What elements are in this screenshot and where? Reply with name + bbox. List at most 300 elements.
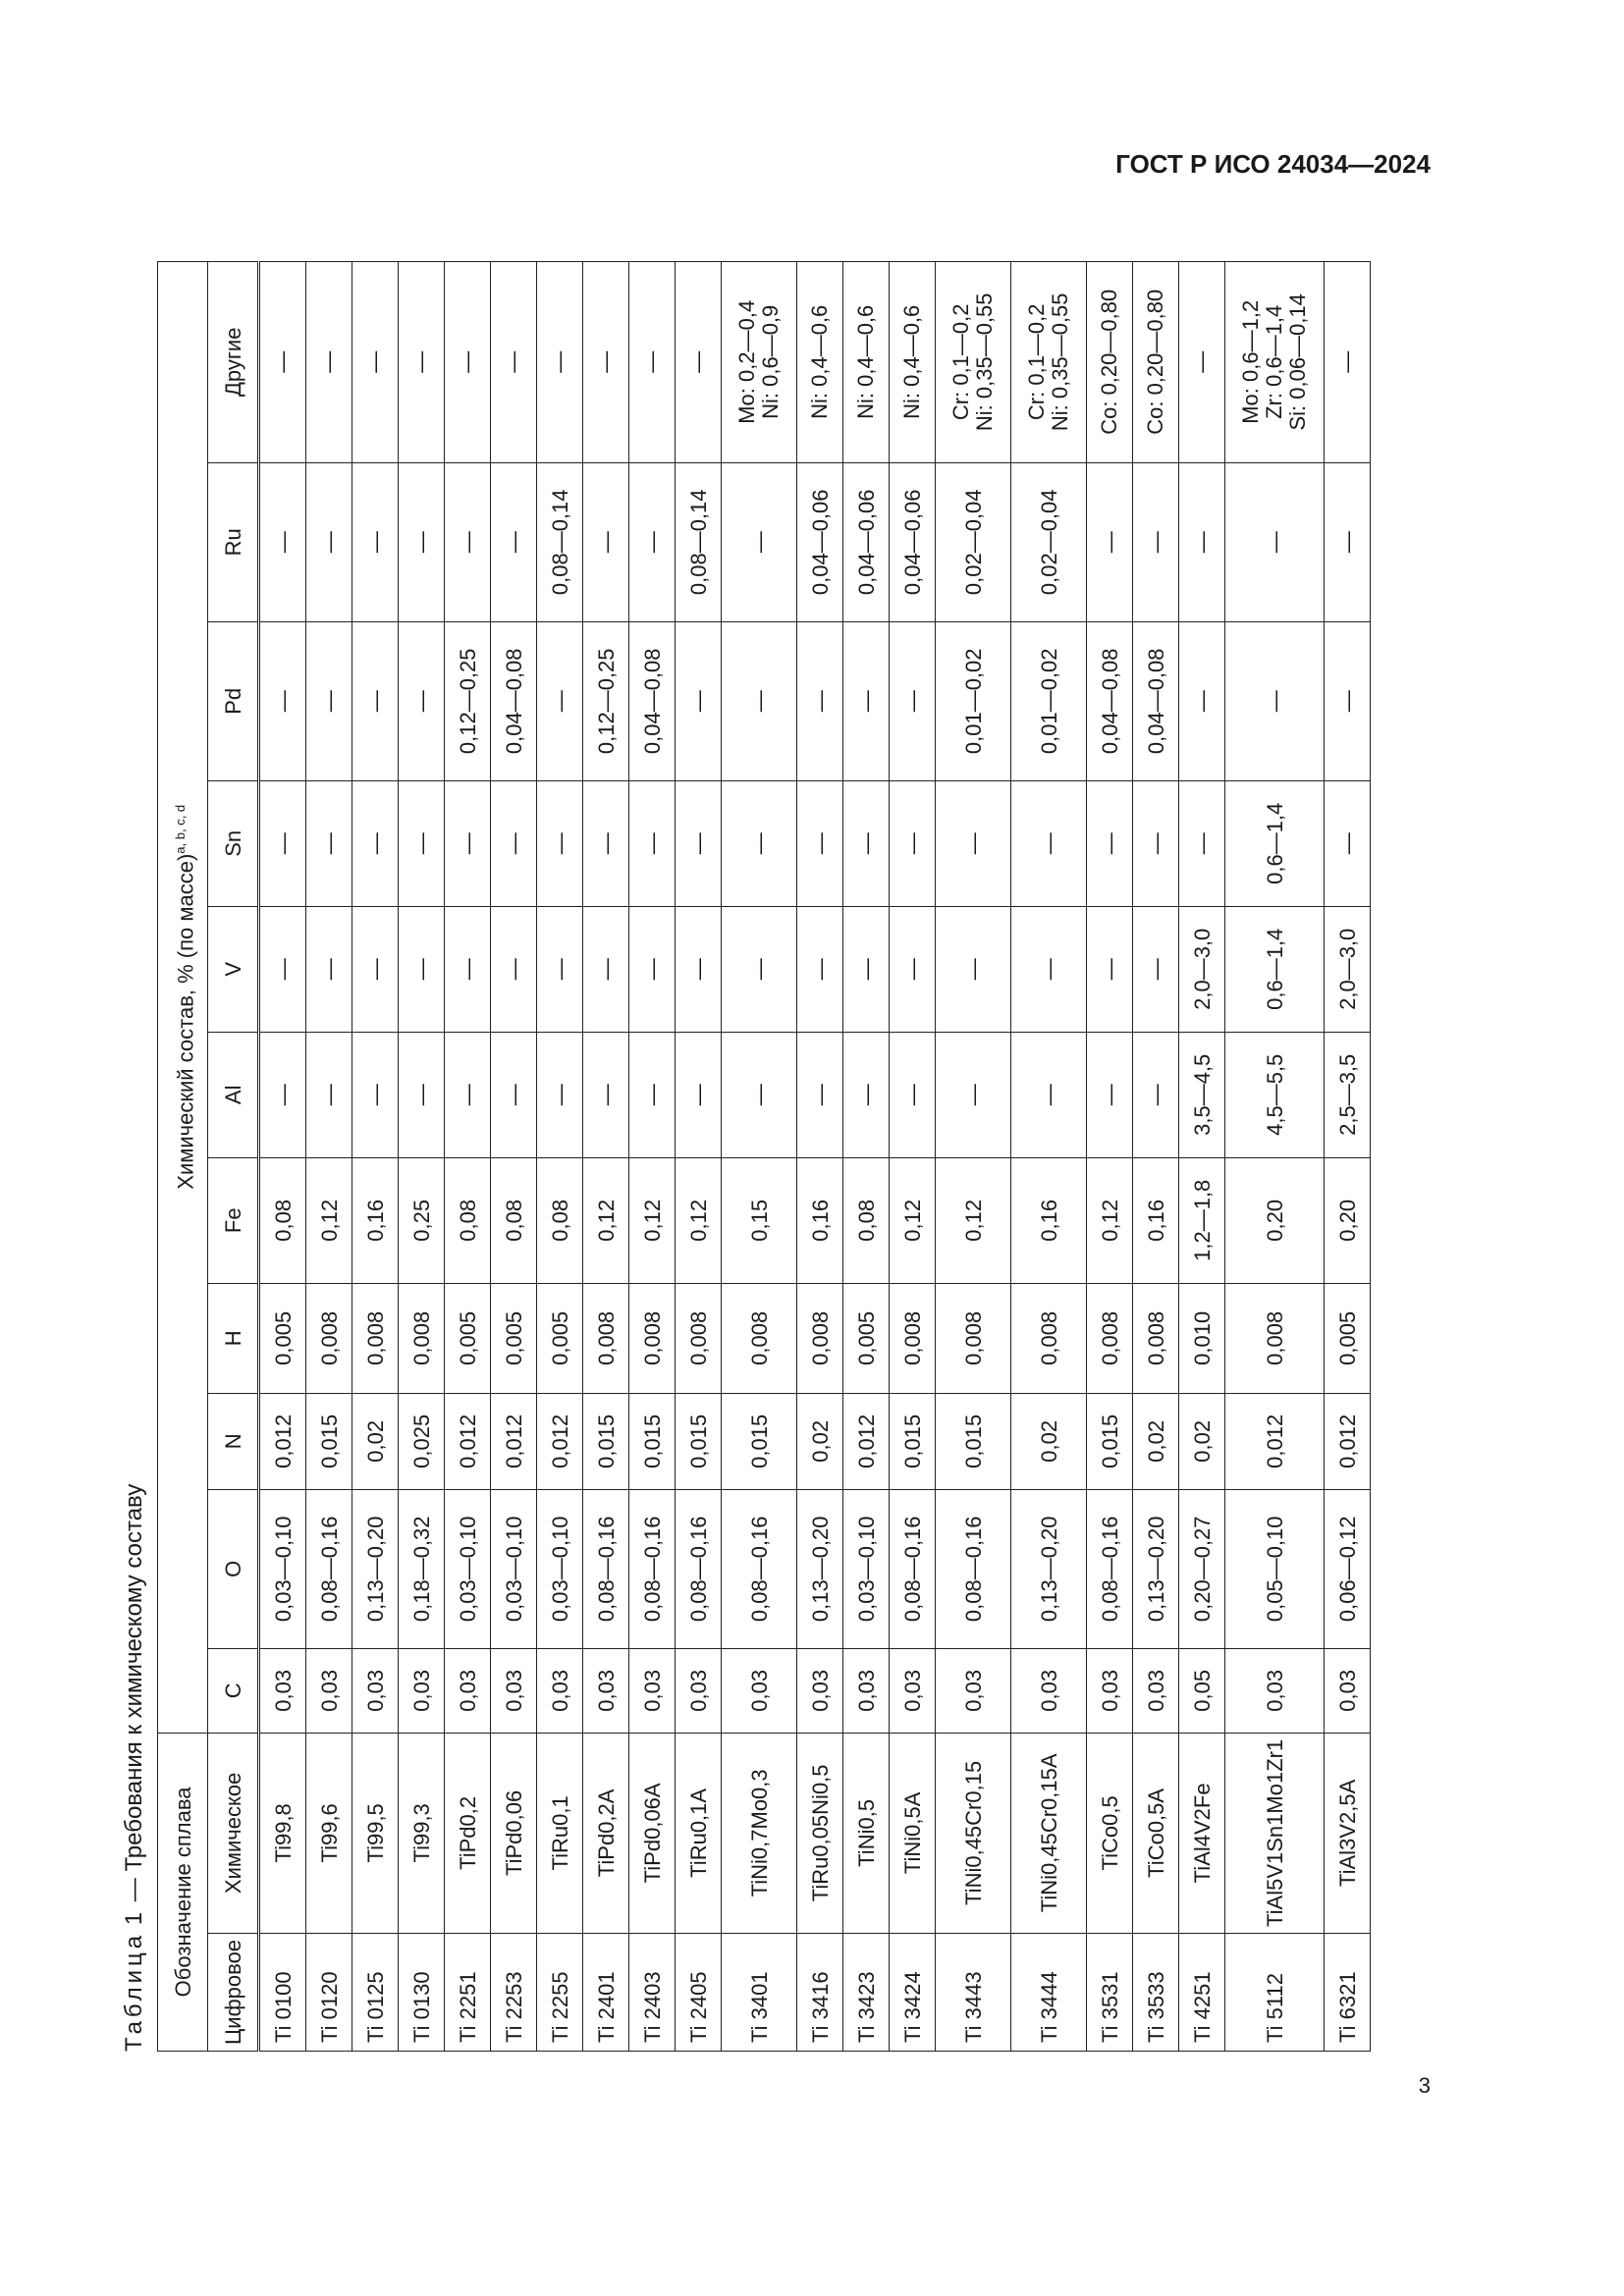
cell-ru: — — [491, 462, 537, 621]
cell-pd: 0,12—0,25 — [445, 621, 491, 780]
cell-n: 0,025 — [399, 1393, 445, 1489]
cell-o: 0,18—0,32 — [399, 1489, 445, 1648]
cell-sn: — — [306, 780, 352, 906]
cell-al: — — [629, 1032, 676, 1157]
cell-other — [936, 261, 1011, 462]
cell-o: 0,13—0,20 — [1011, 1489, 1087, 1648]
cell-c: 0,03 — [259, 1648, 306, 1733]
cell-v: — — [1133, 906, 1179, 1032]
cell-c: 0,03 — [1325, 1648, 1371, 1733]
cell-c: 0,03 — [936, 1648, 1011, 1733]
cell-v: — — [537, 906, 583, 1032]
cell-sn: — — [722, 780, 797, 906]
cell-other — [1179, 261, 1225, 462]
cell-o: 0,03—0,10 — [445, 1489, 491, 1648]
cell-digital-code: Ti 0100 — [259, 1933, 306, 2051]
cell-other — [890, 261, 936, 462]
cell-c: 0,03 — [306, 1648, 352, 1733]
other-elements-line: — — [270, 350, 295, 373]
cell-sn: — — [676, 780, 722, 906]
cell-o: 0,13—0,20 — [797, 1489, 843, 1648]
cell-n: 0,02 — [797, 1393, 843, 1489]
cell-v: — — [843, 906, 890, 1032]
cell-o: 0,08—0,16 — [306, 1489, 352, 1648]
cell-sn: — — [629, 780, 676, 906]
cell-other — [259, 261, 306, 462]
cell-pd: — — [306, 621, 352, 780]
cell-other — [352, 261, 399, 462]
table-row — [629, 261, 676, 2051]
table-row — [797, 261, 843, 2051]
cell-digital-code: Ti 5112 — [1225, 1933, 1325, 2051]
composition-footnote-refs: a, b, c, d — [172, 804, 188, 854]
cell-pd: 0,04—0,08 — [1133, 621, 1179, 780]
cell-fe: 0,20 — [1225, 1157, 1325, 1283]
cell-fe: 0,08 — [445, 1157, 491, 1283]
other-elements-line: — — [362, 350, 387, 373]
cell-o: 0,08—0,16 — [629, 1489, 676, 1648]
cell-sn: — — [890, 780, 936, 906]
cell-sn: — — [1087, 780, 1133, 906]
cell-fe: 0,12 — [583, 1157, 629, 1283]
cell-fe: 0,08 — [491, 1157, 537, 1283]
cell-al: — — [445, 1032, 491, 1157]
cell-pd: — — [843, 621, 890, 780]
cell-other — [445, 261, 491, 462]
cell-digital-code: Ti 0120 — [306, 1933, 352, 2051]
cell-v: — — [491, 906, 537, 1032]
cell-o: 0,03—0,10 — [843, 1489, 890, 1648]
rotated-table-block — [113, 69, 1429, 2052]
cell-chemical-designation: TiNi0,5 — [843, 1733, 890, 1933]
cell-c: 0,03 — [722, 1648, 797, 1733]
cell-o: 0,05—0,10 — [1225, 1489, 1325, 1648]
table-row — [676, 261, 722, 2051]
cell-v: — — [352, 906, 399, 1032]
cell-pd: — — [399, 621, 445, 780]
cell-c: 0,03 — [676, 1648, 722, 1733]
table-caption-title: Требования к химическому составу — [121, 1483, 147, 1872]
cell-n: 0,015 — [306, 1393, 352, 1489]
cell-al: — — [1087, 1032, 1133, 1157]
cell-o: 0,08—0,16 — [890, 1489, 936, 1648]
cell-other — [629, 261, 676, 462]
other-elements-line: Zr: 0,6—1,4 — [1262, 304, 1286, 419]
cell-digital-code: Ti 3423 — [843, 1933, 890, 2051]
cell-n: 0,02 — [1179, 1393, 1225, 1489]
cell-al: — — [797, 1032, 843, 1157]
cell-c: 0,03 — [797, 1648, 843, 1733]
cell-digital-code: Ti 2401 — [583, 1933, 629, 2051]
cell-pd: 0,04—0,08 — [629, 621, 676, 780]
cell-h: 0,008 — [629, 1283, 676, 1393]
cell-o: 0,13—0,20 — [352, 1489, 399, 1648]
cell-c: 0,03 — [352, 1648, 399, 1733]
cell-ru: — — [583, 462, 629, 621]
cell-chemical-designation: TiAl4V2Fe — [1179, 1733, 1225, 1933]
cell-h: 0,005 — [843, 1283, 890, 1393]
cell-fe: 0,20 — [1325, 1157, 1371, 1283]
cell-fe: 0,12 — [676, 1157, 722, 1283]
other-elements-line: — — [685, 350, 710, 373]
cell-o: 0,13—0,20 — [1133, 1489, 1179, 1648]
other-elements-line: Co: 0,20—0,80 — [1143, 289, 1167, 435]
cell-v: 2,0—3,0 — [1179, 906, 1225, 1032]
cell-pd: — — [722, 621, 797, 780]
cell-chemical-designation: TiRu0,1A — [676, 1733, 722, 1933]
cell-chemical-designation: Ti99,6 — [306, 1733, 352, 1933]
cell-sn: 0,6—1,4 — [1225, 780, 1325, 906]
other-elements-line: — — [1334, 350, 1359, 373]
cell-al: 2,5—3,5 — [1325, 1032, 1371, 1157]
cell-n: 0,015 — [1087, 1393, 1133, 1489]
cell-pd: — — [537, 621, 583, 780]
cell-digital-code: Ti 2405 — [676, 1933, 722, 2051]
cell-pd: 0,01—0,02 — [936, 621, 1011, 780]
column-header-v: V — [208, 906, 259, 1032]
cell-al: 4,5—5,5 — [1225, 1032, 1325, 1157]
column-header-digital-code: Цифровое — [208, 1933, 259, 2051]
other-elements-line: Si: 0,06—0,14 — [1285, 294, 1310, 431]
cell-chemical-designation: TiPd0,06A — [629, 1733, 676, 1933]
cell-h: 0,008 — [1087, 1283, 1133, 1393]
cell-al: — — [399, 1032, 445, 1157]
cell-n: 0,012 — [537, 1393, 583, 1489]
cell-other — [797, 261, 843, 462]
cell-other — [537, 261, 583, 462]
other-elements-line: — — [501, 350, 525, 373]
cell-digital-code: Ti 3401 — [722, 1933, 797, 2051]
cell-pd: 0,01—0,02 — [1011, 621, 1087, 780]
cell-other — [1225, 261, 1325, 462]
cell-n: 0,012 — [1225, 1393, 1325, 1489]
cell-ru: — — [1225, 462, 1325, 621]
standard-number: ГОСТ Р ИСО 24034—2024 — [1115, 149, 1431, 179]
cell-h: 0,008 — [583, 1283, 629, 1393]
cell-digital-code: Ti 3533 — [1133, 1933, 1179, 2051]
cell-al: — — [890, 1032, 936, 1157]
column-header-fe: Fe — [208, 1157, 259, 1283]
cell-v: — — [1087, 906, 1133, 1032]
cell-ru: 0,04—0,06 — [843, 462, 890, 621]
cell-chemical-designation: TiRu0,1 — [537, 1733, 583, 1933]
cell-v: 2,0—3,0 — [1325, 906, 1371, 1032]
table-row — [1325, 261, 1371, 2051]
column-header-o: O — [208, 1489, 259, 1648]
cell-ru: — — [399, 462, 445, 621]
column-header-chemical-designation: Химическое — [208, 1733, 259, 1933]
other-elements-line: — — [593, 350, 618, 373]
table-row — [399, 261, 445, 2051]
table-row — [352, 261, 399, 2051]
cell-digital-code: Ti 0125 — [352, 1933, 399, 2051]
cell-sn: — — [936, 780, 1011, 906]
cell-sn: — — [797, 780, 843, 906]
cell-other — [843, 261, 890, 462]
cell-ru: — — [1179, 462, 1225, 621]
cell-ru: 0,04—0,06 — [797, 462, 843, 621]
cell-o: 0,03—0,10 — [537, 1489, 583, 1648]
cell-chemical-designation: TiPd0,2 — [445, 1733, 491, 1933]
column-header-pd: Pd — [208, 621, 259, 780]
cell-digital-code: Ti 2403 — [629, 1933, 676, 2051]
cell-ru: — — [629, 462, 676, 621]
other-elements-line: — — [316, 350, 341, 373]
table-row — [259, 261, 306, 2051]
designation-group-header: Обозначение сплава — [158, 1733, 208, 2051]
cell-pd: — — [797, 621, 843, 780]
cell-o: 0,20—0,27 — [1179, 1489, 1225, 1648]
cell-al: — — [491, 1032, 537, 1157]
cell-sn: — — [1325, 780, 1371, 906]
cell-o: 0,08—0,16 — [722, 1489, 797, 1648]
cell-ru: — — [1087, 462, 1133, 621]
cell-sn: — — [352, 780, 399, 906]
cell-v: — — [583, 906, 629, 1032]
other-elements-line: — — [547, 350, 571, 373]
cell-other — [306, 261, 352, 462]
table-caption-number: 1 — [121, 1907, 147, 1926]
cell-fe: 0,16 — [352, 1157, 399, 1283]
cell-v: — — [936, 906, 1011, 1032]
cell-h: 0,008 — [890, 1283, 936, 1393]
cell-pd: — — [1225, 621, 1325, 780]
other-elements-line: Ni: 0,4—0,6 — [807, 304, 832, 419]
cell-n: 0,012 — [1325, 1393, 1371, 1489]
cell-pd: 0,12—0,25 — [583, 621, 629, 780]
table-caption-label: Таблица — [121, 1931, 147, 2052]
cell-other — [1087, 261, 1133, 462]
cell-c: 0,03 — [629, 1648, 676, 1733]
cell-other — [1133, 261, 1179, 462]
cell-c: 0,03 — [1087, 1648, 1133, 1733]
cell-digital-code: Ti 3443 — [936, 1933, 1011, 2051]
other-elements-line: — — [639, 350, 664, 373]
cell-chemical-designation: TiNi0,5A — [890, 1733, 936, 1933]
cell-al: — — [843, 1032, 890, 1157]
cell-h: 0,005 — [259, 1283, 306, 1393]
cell-v: — — [306, 906, 352, 1032]
column-header-n: N — [208, 1393, 259, 1489]
cell-digital-code: Ti 3416 — [797, 1933, 843, 2051]
cell-fe: 0,12 — [890, 1157, 936, 1283]
cell-h: 0,008 — [676, 1283, 722, 1393]
cell-c: 0,03 — [1133, 1648, 1179, 1733]
cell-sn: — — [399, 780, 445, 906]
cell-n: 0,015 — [722, 1393, 797, 1489]
table-row — [1087, 261, 1133, 2051]
cell-pd: 0,04—0,08 — [1087, 621, 1133, 780]
cell-c: 0,03 — [399, 1648, 445, 1733]
cell-other — [491, 261, 537, 462]
cell-n: 0,015 — [890, 1393, 936, 1489]
cell-n: 0,02 — [352, 1393, 399, 1489]
table-row — [583, 261, 629, 2051]
cell-chemical-designation: TiNi0,7Mo0,3 — [722, 1733, 797, 1933]
cell-chemical-designation: TiPd0,2A — [583, 1733, 629, 1933]
cell-al: — — [259, 1032, 306, 1157]
cell-n: 0,015 — [676, 1393, 722, 1489]
cell-n: 0,015 — [629, 1393, 676, 1489]
cell-ru: 0,02—0,04 — [1011, 462, 1087, 621]
cell-al: — — [352, 1032, 399, 1157]
cell-other — [722, 261, 797, 462]
table-row — [722, 261, 797, 2051]
cell-other — [1325, 261, 1371, 462]
cell-c: 0,03 — [583, 1648, 629, 1733]
cell-chemical-designation: TiNi0,45Cr0,15A — [1011, 1733, 1087, 1933]
cell-v: — — [399, 906, 445, 1032]
cell-fe: 0,08 — [537, 1157, 583, 1283]
cell-pd: — — [1325, 621, 1371, 780]
other-elements-line: Co: 0,20—0,80 — [1097, 289, 1121, 435]
cell-v: — — [890, 906, 936, 1032]
table-row — [306, 261, 352, 2051]
other-elements-line: — — [408, 350, 433, 373]
table-row — [1225, 261, 1325, 2051]
cell-pd: 0,04—0,08 — [491, 621, 537, 780]
cell-o: 0,03—0,10 — [259, 1489, 306, 1648]
cell-sn: — — [445, 780, 491, 906]
cell-v: — — [445, 906, 491, 1032]
cell-al: — — [306, 1032, 352, 1157]
cell-n: 0,02 — [1133, 1393, 1179, 1489]
cell-sn: — — [583, 780, 629, 906]
cell-chemical-designation: Ti99,8 — [259, 1733, 306, 1933]
table-row — [445, 261, 491, 2051]
cell-pd: — — [890, 621, 936, 780]
cell-fe: 0,16 — [1011, 1157, 1087, 1283]
cell-digital-code: Ti 6321 — [1325, 1933, 1371, 2051]
cell-chemical-designation: TiRu0,05Ni0,5 — [797, 1733, 843, 1933]
other-elements-line: Ni: 0,6—0,9 — [758, 304, 783, 419]
table-row — [1133, 261, 1179, 2051]
other-elements-line: Cr: 0,1—0,2 — [948, 303, 973, 421]
table-row — [936, 261, 1011, 2051]
cell-sn: — — [259, 780, 306, 906]
table-row — [491, 261, 537, 2051]
composition-group-label: Химический состав, % (по массе) — [173, 853, 198, 1190]
cell-fe: 0,15 — [722, 1157, 797, 1283]
cell-h: 0,008 — [1225, 1283, 1325, 1393]
table-row — [890, 261, 936, 2051]
cell-chemical-designation: TiCo0,5 — [1087, 1733, 1133, 1933]
cell-al: — — [1133, 1032, 1179, 1157]
cell-n: 0,012 — [445, 1393, 491, 1489]
cell-digital-code: Ti 3444 — [1011, 1933, 1087, 2051]
cell-digital-code: Ti 3424 — [890, 1933, 936, 2051]
cell-other — [399, 261, 445, 462]
other-elements-line: Ni: 0,35—0,55 — [1048, 293, 1072, 432]
cell-chemical-designation: TiAl3V2,5A — [1325, 1733, 1371, 1933]
cell-h: 0,008 — [352, 1283, 399, 1393]
table-caption — [113, 1484, 156, 2052]
cell-h: 0,005 — [537, 1283, 583, 1393]
cell-fe: 0,12 — [306, 1157, 352, 1283]
cell-v: — — [722, 906, 797, 1032]
other-elements-line: Ni: 0,4—0,6 — [899, 304, 924, 419]
cell-c: 0,03 — [445, 1648, 491, 1733]
cell-other — [583, 261, 629, 462]
cell-digital-code: Ti 2251 — [445, 1933, 491, 2051]
cell-chemical-designation: Ti99,5 — [352, 1733, 399, 1933]
cell-h: 0,008 — [722, 1283, 797, 1393]
table-caption-dash: — — [121, 1871, 147, 1908]
cell-o: 0,08—0,16 — [1087, 1489, 1133, 1648]
cell-sn: — — [1179, 780, 1225, 906]
cell-al: — — [676, 1032, 722, 1157]
cell-ru: — — [1133, 462, 1179, 621]
cell-ru: — — [1325, 462, 1371, 621]
cell-fe: 0,08 — [843, 1157, 890, 1283]
table-row — [537, 261, 583, 2051]
cell-v: — — [259, 906, 306, 1032]
cell-sn: — — [843, 780, 890, 906]
cell-h: 0,010 — [1179, 1283, 1225, 1393]
cell-h: 0,008 — [306, 1283, 352, 1393]
other-elements-line: Mo: 0,6—1,2 — [1238, 299, 1263, 424]
cell-ru: 0,02—0,04 — [936, 462, 1011, 621]
cell-v: — — [797, 906, 843, 1032]
cell-o: 0,03—0,10 — [491, 1489, 537, 1648]
cell-h: 0,008 — [399, 1283, 445, 1393]
cell-sn: — — [537, 780, 583, 906]
table-row — [1179, 261, 1225, 2051]
cell-n: 0,012 — [843, 1393, 890, 1489]
column-header-other: Другие — [208, 261, 259, 462]
cell-fe: 0,12 — [1087, 1157, 1133, 1283]
cell-sn: — — [1133, 780, 1179, 906]
cell-other — [1011, 261, 1087, 462]
cell-ru: — — [259, 462, 306, 621]
cell-ru: — — [352, 462, 399, 621]
cell-al: — — [583, 1032, 629, 1157]
cell-chemical-designation: TiNi0,45Cr0,15 — [936, 1733, 1011, 1933]
other-elements-line: Mo: 0,2—0,4 — [734, 299, 759, 424]
cell-o: 0,08—0,16 — [583, 1489, 629, 1648]
cell-v: 0,6—1,4 — [1225, 906, 1325, 1032]
cell-v: — — [676, 906, 722, 1032]
cell-digital-code: Ti 0130 — [399, 1933, 445, 2051]
cell-al: — — [537, 1032, 583, 1157]
cell-digital-code: Ti 3531 — [1087, 1933, 1133, 2051]
cell-ru: — — [445, 462, 491, 621]
cell-ru: — — [722, 462, 797, 621]
cell-digital-code: Ti 2253 — [491, 1933, 537, 2051]
cell-c: 0,03 — [537, 1648, 583, 1733]
other-elements-line: Cr: 0,1—0,2 — [1024, 303, 1049, 421]
composition-group-header — [158, 261, 208, 1733]
cell-digital-code: Ti 4251 — [1179, 1933, 1225, 2051]
cell-n: 0,02 — [1011, 1393, 1087, 1489]
cell-pd: — — [676, 621, 722, 780]
cell-h: 0,005 — [491, 1283, 537, 1393]
cell-sn: — — [1011, 780, 1087, 906]
column-header-ru: Ru — [208, 462, 259, 621]
cell-ru: 0,08—0,14 — [676, 462, 722, 621]
cell-h: 0,008 — [797, 1283, 843, 1393]
cell-h: 0,005 — [445, 1283, 491, 1393]
cell-chemical-designation: TiCo0,5A — [1133, 1733, 1179, 1933]
cell-pd: — — [352, 621, 399, 780]
cell-sn: — — [491, 780, 537, 906]
cell-fe: 0,16 — [1133, 1157, 1179, 1283]
cell-al: — — [1011, 1032, 1087, 1157]
cell-c: 0,03 — [1011, 1648, 1087, 1733]
cell-c: 0,03 — [843, 1648, 890, 1733]
cell-al: — — [722, 1032, 797, 1157]
column-header-al: Al — [208, 1032, 259, 1157]
